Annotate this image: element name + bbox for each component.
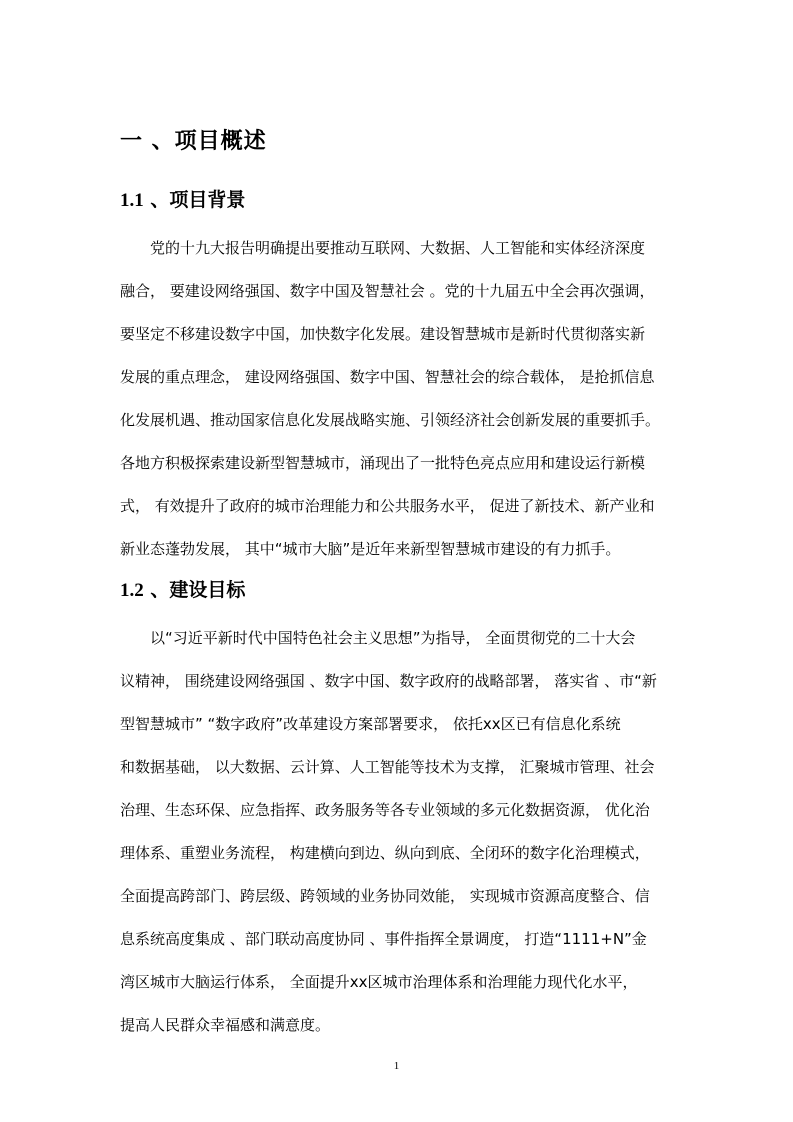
paragraph-line: 以“习近平新时代中国特色社会主义思想”为指导， 全面贯彻党的二十大会 [150,629,636,647]
paragraph-line: 式， 有效提升了政府的城市治理能力和公共服务水平， 促进了新技术、新产业和 [120,497,655,515]
paragraph-line: 治理、生态环保、应急指挥、政务服务等各专业领域的多元化数据资源， 优化治 [120,801,650,819]
section-1-2-number: 1.2 [120,580,144,601]
heading-project-overview: 一 、项目概述 [120,129,267,154]
paragraph-line: 理体系、重塑业务流程， 构建横向到边、纵向到底、全闭环的数字化治理模式， [120,844,650,862]
paragraph-line: 化发展机遇、推动国家信息化发展战略实施、引领经济社会创新发展的重要抓手。 [120,411,661,429]
page-number: 1 [393,1060,400,1072]
paragraph-line: 各地方积极探索建设新型智慧城市，涌现出了一批特色亮点应用和建设运行新模 [120,454,646,472]
paragraph-line: 型智慧城市” “数字政府”改革建设方案部署要求， 依托xx区已有信息化系统 [120,715,621,733]
section-1-1-title: 、项目背景 [143,189,246,211]
paragraph-line: 提高人民群众幸福感和满意度。 [120,1016,331,1034]
paragraph-line: 党的十九大报告明确提出要推动互联网、大数据、人工智能和实体经济深度 [150,239,646,257]
paragraph-line: 和数据基础， 以大数据、云计算、人工智能等技术为支撑， 汇聚城市管理、社会 [120,758,655,776]
heading-section-1-2 [120,575,245,602]
paragraph-line: 议精神， 围绕建设网络强国 、数字中国、数字政府的战略部署， 落实省 、市“新 [120,672,657,690]
paragraph-line: 全面提高跨部门、跨层级、跨领域的业务协同效能， 实现城市资源高度整合、信 [120,887,650,905]
paragraph-line: 融合， 要建设网络强国、数字中国及智慧社会 。党的十九届五中全会再次强调， [120,282,655,300]
heading-section-1-1 [120,185,245,212]
paragraph-line: 湾区城市大脑运行体系， 全面提升xx区城市治理体系和治理能力现代化水平， [120,973,638,991]
paragraph-line: 息系统高度集成 、部门联动高度协同 、事件指挥全景调度， 打造“1111+N”金 [120,930,647,948]
section-1-2-title: 、建设目标 [143,579,246,601]
paragraph-line: 新业态蓬勃发展， 其中“城市大脑”是近年来新型智慧城市建设的有力抓手。 [120,540,621,558]
paragraph-line: 发展的重点理念， 建设网络强国、数字中国、智慧社会的综合载体， 是抢抓信息 [120,368,655,386]
paragraph-line: 要坚定不移建设数字中国，加快数字化发展。建设智慧城市是新时代贯彻落实新 [120,325,646,343]
section-1-1-number: 1.1 [120,190,144,211]
